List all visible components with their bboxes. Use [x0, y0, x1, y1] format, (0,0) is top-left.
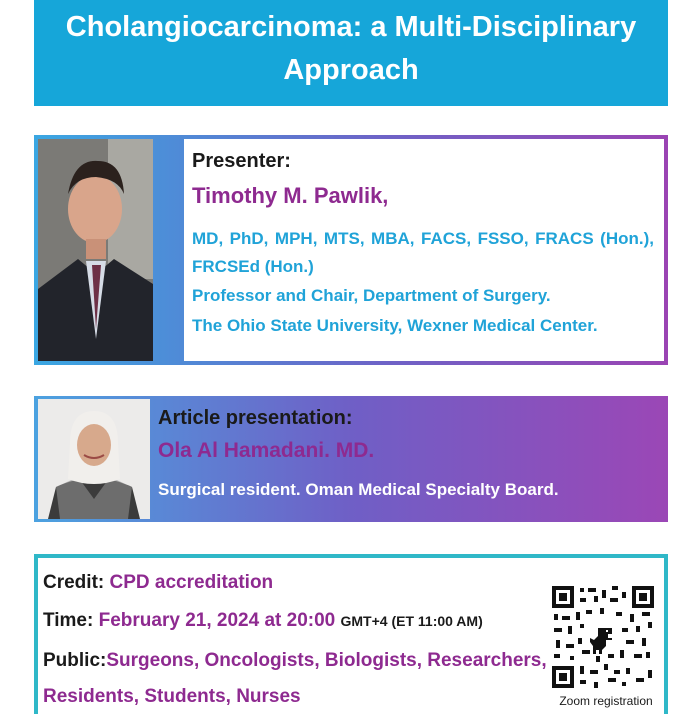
article-presenter-photo [38, 399, 150, 519]
title-line-1: Cholangiocarcinoma: a Multi-Disciplinary [65, 11, 637, 43]
presenter-institution: The Ohio State University, Wexner Medical Center. [192, 316, 598, 335]
public-row [43, 650, 547, 672]
article-presenter-name: Ola Al Hamadani. MD. [158, 439, 375, 462]
presenter-credentials: MD, PhD, MPH, MTS, MBA, FACS, FSSO, FRACS (Hon.), FRCSEd (Hon.) [192, 229, 654, 276]
details-card [34, 554, 668, 714]
article-presenter-role: Surgical resident. Oman Medical Specialty Board. [158, 480, 559, 499]
public-row-continued [43, 686, 301, 708]
time-key: Time: [43, 610, 94, 631]
presenter-name: Timothy M. Pawlik, [192, 183, 389, 208]
title-line-2: Approach [283, 54, 419, 86]
title-banner [34, 0, 668, 106]
public-value-continued: Residents, Students, Nurses [43, 686, 301, 707]
article-card [34, 396, 668, 522]
presenter-card [34, 135, 668, 365]
article-label: Article presentation: [158, 407, 353, 429]
presenter-photo [38, 139, 153, 361]
time-zone: GMT+4 (ET 11:00 AM) [340, 613, 483, 629]
credit-key: Credit: [43, 572, 105, 593]
article-info [158, 404, 559, 504]
presenter-label: Presenter: [192, 150, 291, 172]
public-key: Public: [43, 650, 107, 671]
qr-code[interactable] [550, 584, 656, 690]
credit-row [43, 572, 273, 594]
time-row [43, 610, 483, 632]
presenter-role: Professor and Chair, Department of Surgery. [192, 286, 551, 305]
qr-caption: Zoom registration [559, 694, 653, 708]
credit-value: CPD accreditation [109, 572, 274, 593]
time-value: February 21, 2024 at 20:00 [98, 610, 336, 631]
presenter-info [184, 139, 664, 361]
public-value: Surgeons, Oncologists, Biologists, Researchers, [106, 650, 547, 671]
